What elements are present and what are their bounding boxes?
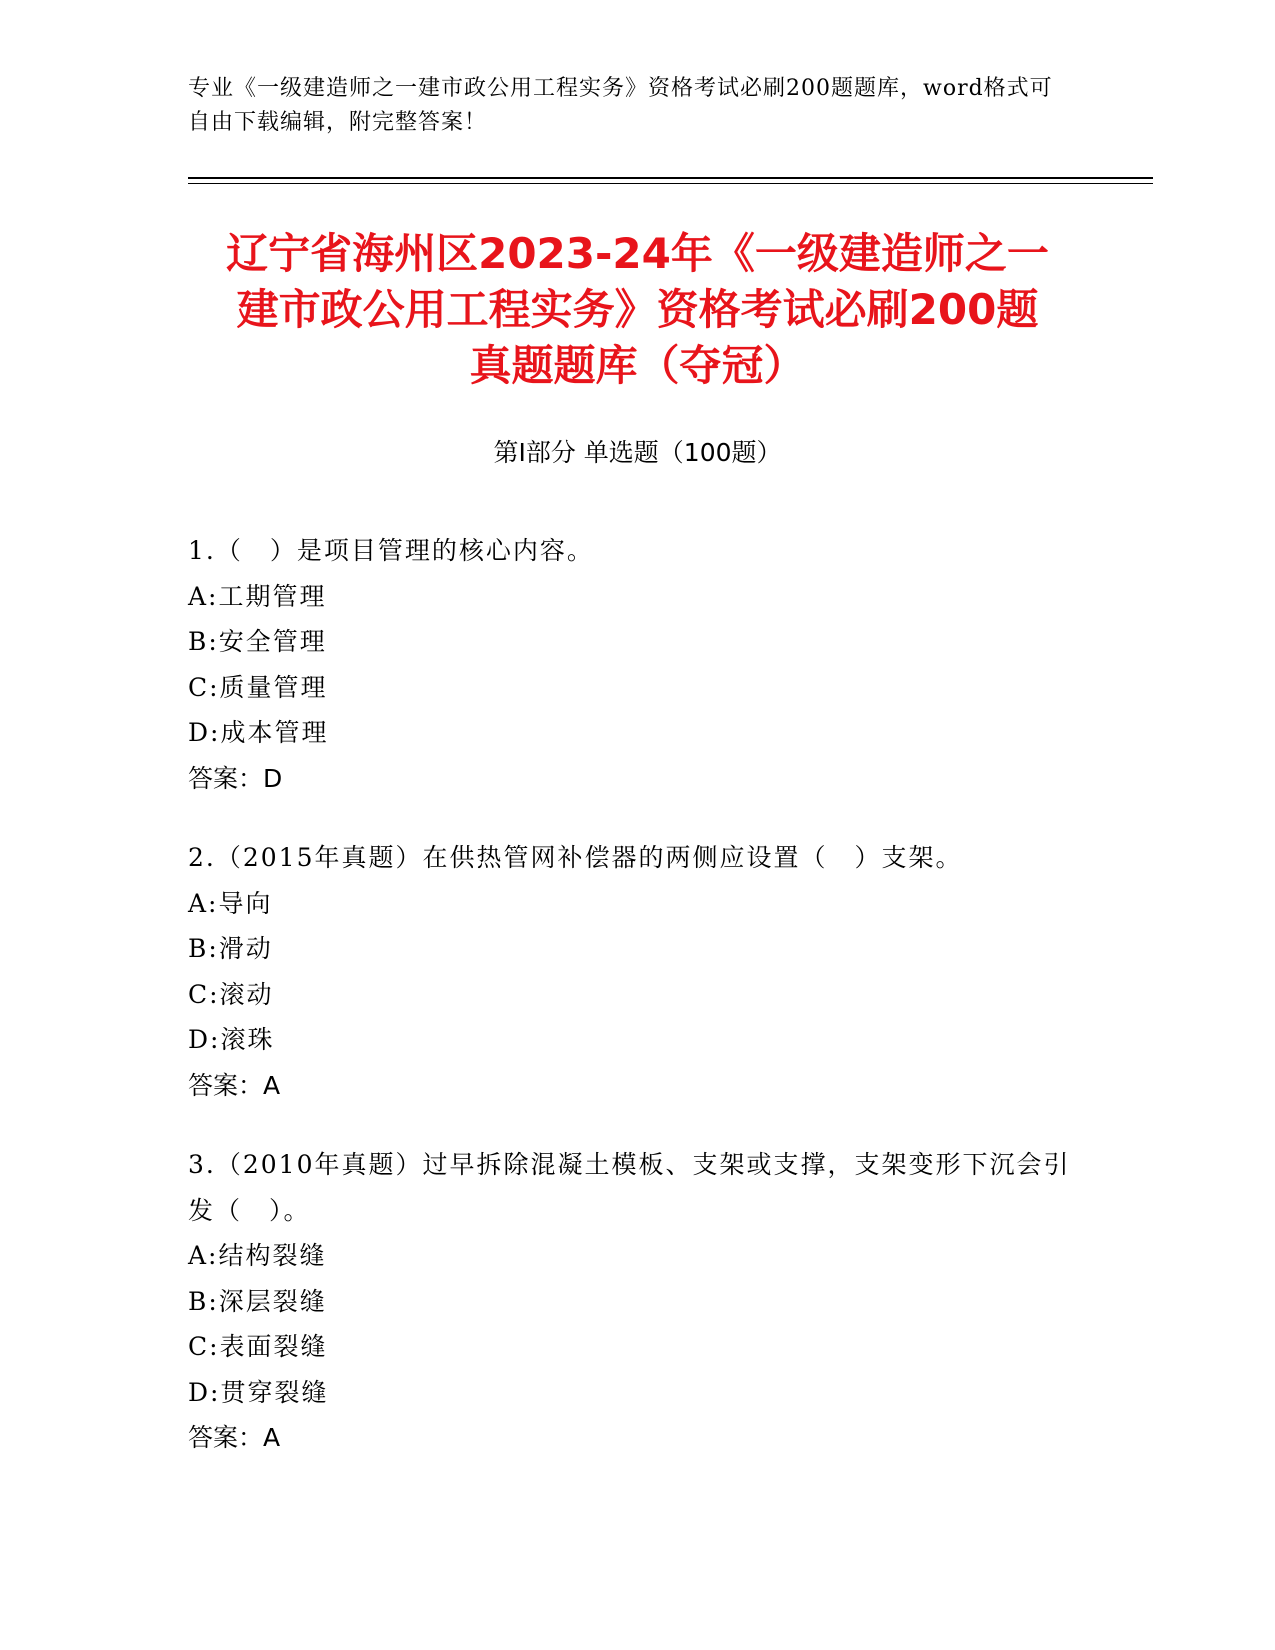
question-1 xyxy=(188,528,1088,801)
option-c: C:滚动 xyxy=(188,979,274,1009)
header-divider-thin xyxy=(188,183,1153,184)
option-d: D:贯穿裂缝 xyxy=(188,1377,329,1407)
document-title-line-1: 辽宁省海州区2023-24年《一级建造师之一 xyxy=(226,229,1049,278)
question-stem: 1.（ ）是项目管理的核心内容。 xyxy=(188,536,594,565)
document-title xyxy=(180,226,1095,394)
option-b: B:深层裂缝 xyxy=(188,1286,327,1316)
option-d: D:滚珠 xyxy=(188,1025,275,1054)
option-a: A:工期管理 xyxy=(188,581,327,611)
option-c: C:质量管理 xyxy=(188,672,328,702)
option-a: A:结构裂缝 xyxy=(188,1241,327,1270)
document-title-line-2: 建市政公用工程实务》资格考试必刷200题 xyxy=(236,285,1039,334)
header-divider-thick xyxy=(188,177,1153,179)
question-2 xyxy=(188,835,1088,1108)
option-d: D:成本管理 xyxy=(188,718,329,747)
header-note: 专业《一级建造师之一建市政公用工程实务》资格考试必刷200题题库，word格式可自由下载编辑，附完整答案！ xyxy=(188,76,1053,135)
section-heading: 第Ⅰ部分 单选题（100题） xyxy=(493,438,782,467)
answer: 答案：A xyxy=(188,1423,281,1452)
question-stem: 2.（2015年真题）在供热管网补偿器的两侧应设置（ ）支架。 xyxy=(188,843,963,872)
question-stem: 3.（2010年真题）过早拆除混凝土模板、支架或支撑，支架变形下沉会引发（ ）。 xyxy=(188,1150,1071,1225)
question-list xyxy=(188,528,1088,1495)
option-b: B:安全管理 xyxy=(188,627,327,656)
option-b: B:滑动 xyxy=(188,934,273,963)
option-a: A:导向 xyxy=(188,888,273,918)
question-3 xyxy=(188,1142,1088,1461)
option-c: C:表面裂缝 xyxy=(188,1332,328,1361)
answer: 答案：A xyxy=(188,1070,281,1100)
document-title-line-3: 真题题库（夺冠） xyxy=(469,341,806,390)
answer: 答案：D xyxy=(188,763,283,793)
